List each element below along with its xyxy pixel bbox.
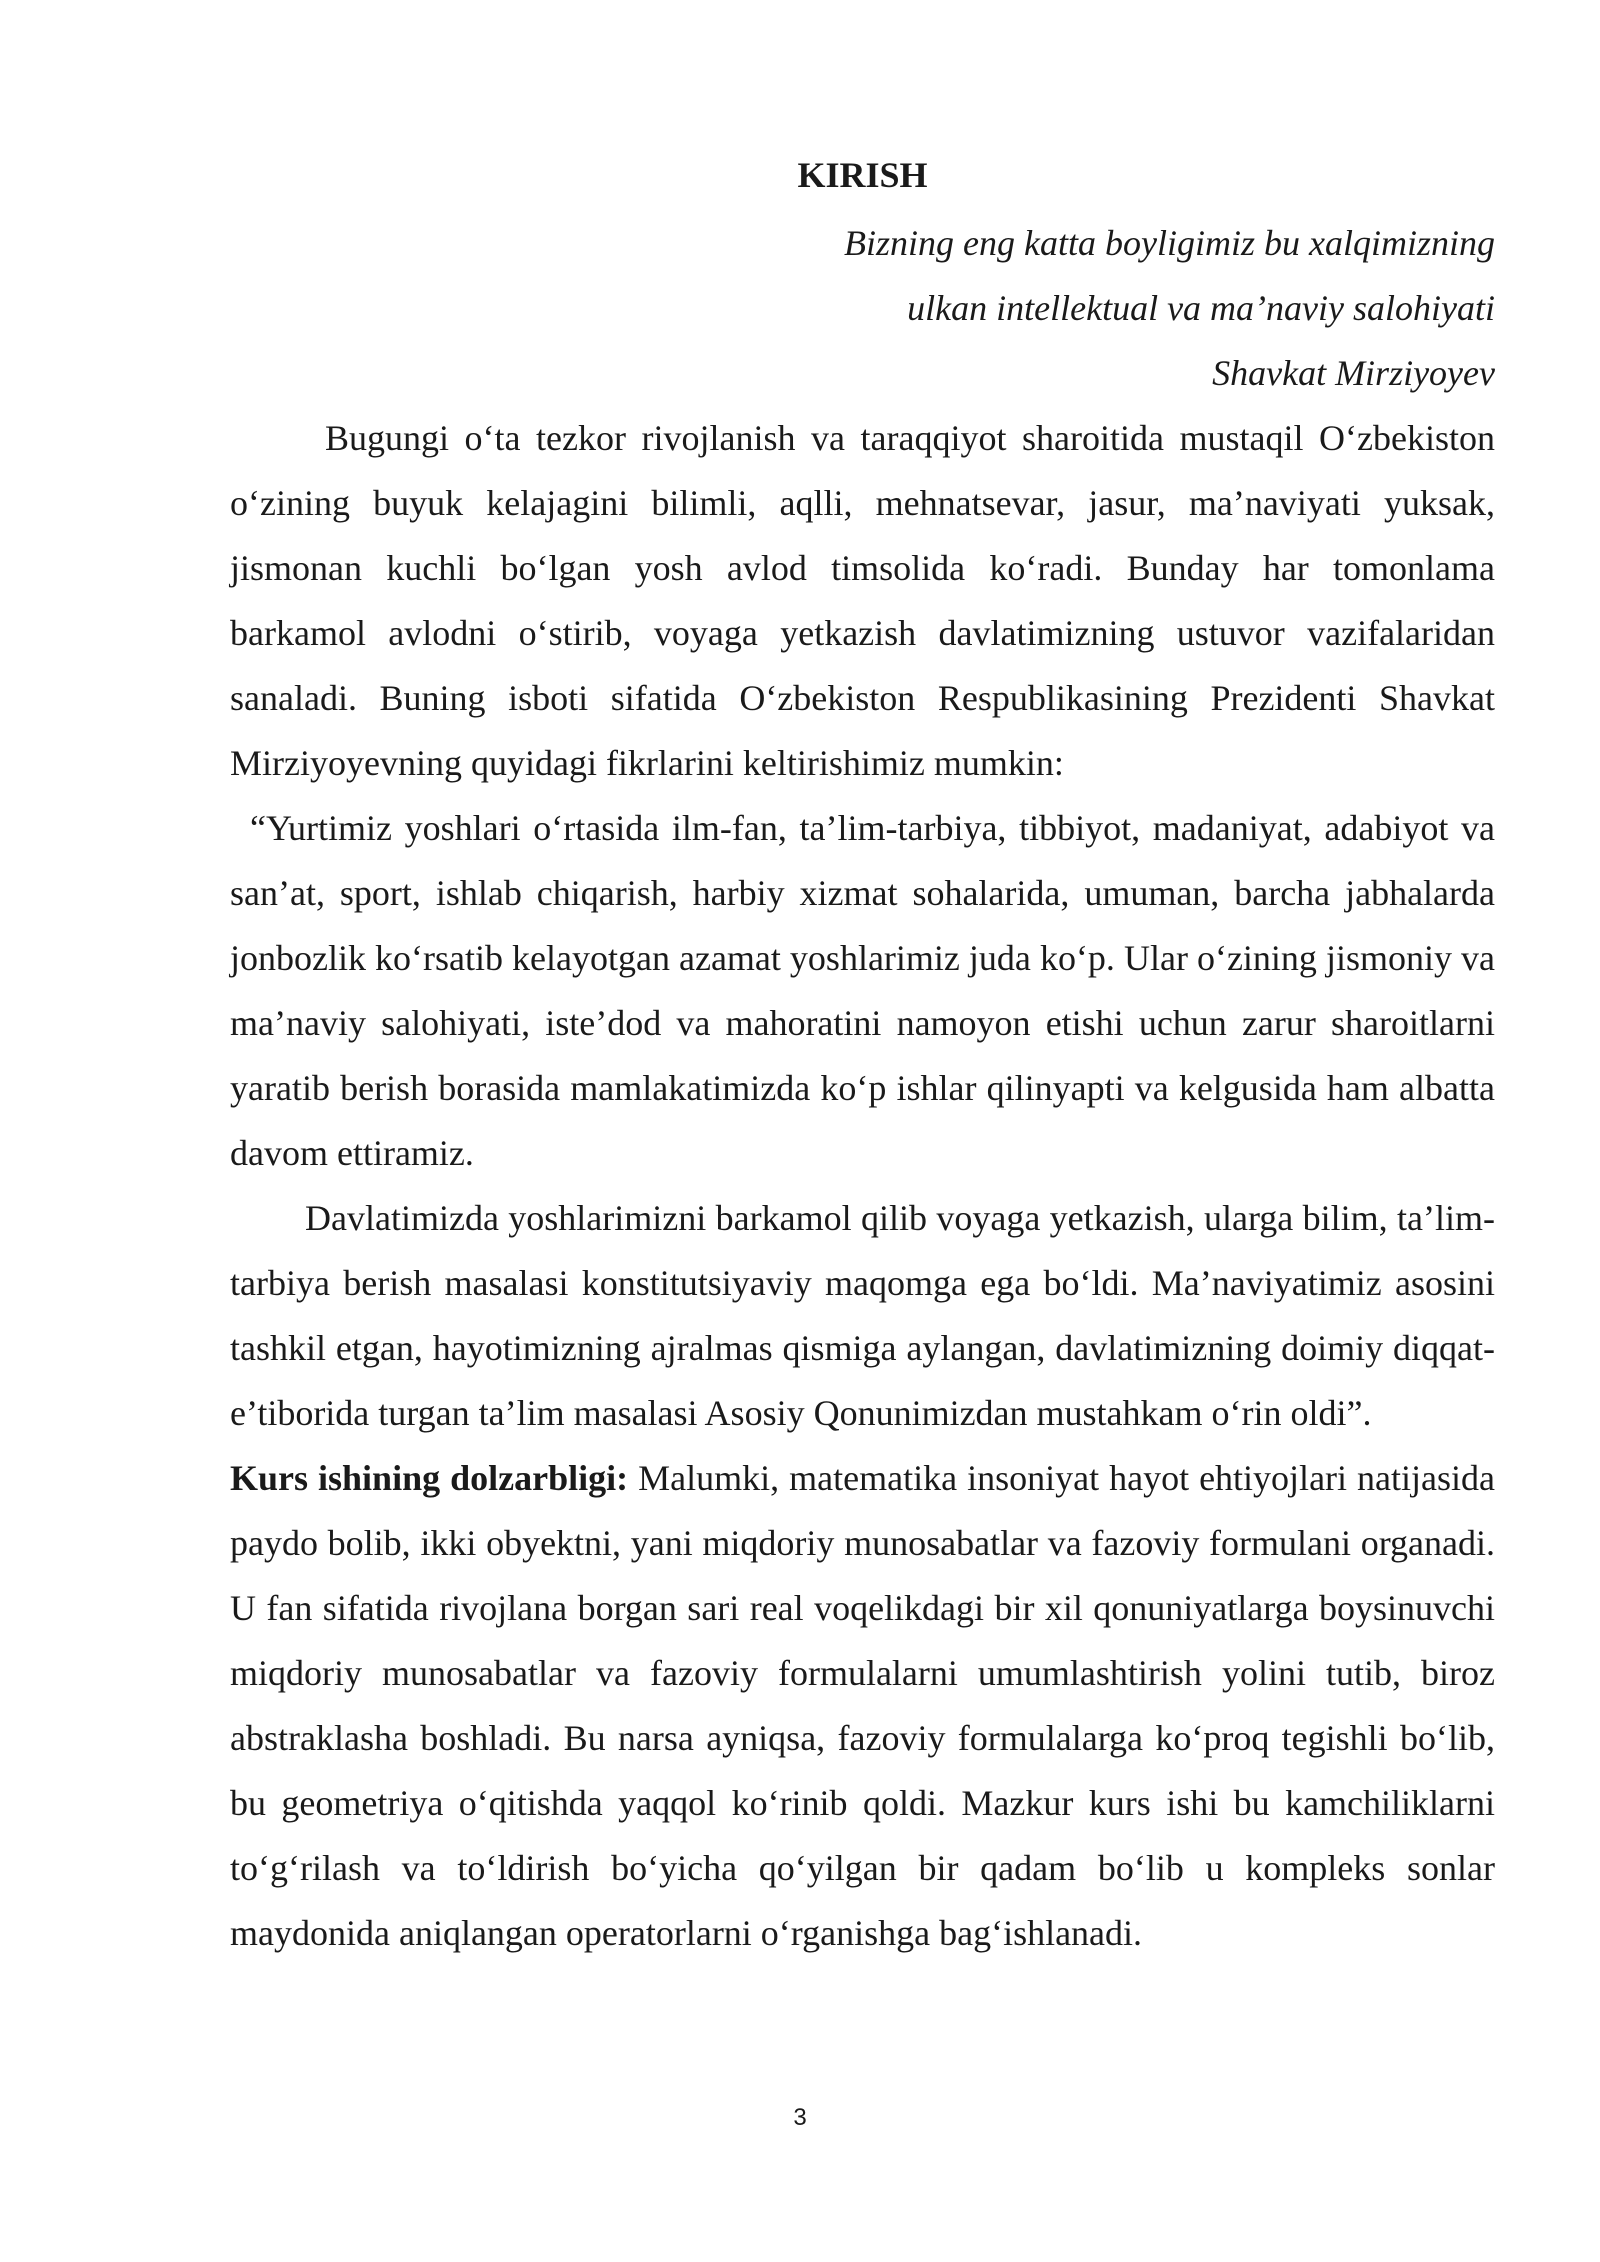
page-content — [230, 145, 1495, 1966]
paragraph-quote-continued: Davlatimizda yoshlarimizni barkamol qilib voyaga yetkazish, ularga bilim, ta’lim-tarbiya berish masalasi konstitutsiyaviy maqomga ega bo‘ldi. Ma’naviyatimiz asosini tashkil etgan, hayotimizning ajralmas qismiga aylangan, davlatimizning doimiy diqqat-e’tiborida turgan ta’lim masalasi Asosiy Qonunimizdan mustahkam o‘rin oldi”. — [230, 1198, 1495, 1433]
epigraph-author: Shavkat Mirziyoyev — [1212, 353, 1495, 393]
epigraph-line-1: Bizning eng katta boyligimiz bu xalqimizning — [844, 223, 1495, 263]
paragraph-relevance — [230, 1446, 1495, 1966]
paragraph-intro: Bugungi o‘ta tezkor rivojlanish va taraqqiyot sharoitida mustaqil O‘zbekiston o‘zining buyuk kelajagini bilimli, aqlli, mehnatsevar, jasur, ma’naviyati yuksak, jismonan kuchli bo‘lgan yosh avlod timsolida ko‘radi. Bunday har tomonlama barkamol avlodni o‘stirib, voyaga yetkazish davlatimizning ustuvor vazifalaridan sanaladi. Buning isboti sifatida O‘zbekiston Respublikasining Prezidenti Shavkat Mirziyoyevning quyidagi fikrlarini keltirishimiz mumkin: — [230, 418, 1495, 783]
page-title: KIRISH — [797, 155, 928, 195]
relevance-body: Malumki, matematika insoniyat hayot ehtiyojlari natijasida paydo bolib, ikki obyektni, yani miqdoriy munosabatlar va fazoviy formulani organadi. U fan sifatida rivojlana borgan sari real voqelikdagi bir xil qonuniyatlarga boysinuvchi miqdoriy munosabatlar va fazoviy formulalarni umumlashtirish yolini tutib, biroz abstraklasha boshladi. Bu narsa ayniqsa, fazoviy formulalarga ko‘proq tegishli bo‘lib, bu geometriya o‘qitishda yaqqol ko‘rinib qoldi. Mazkur kurs ishi bu kamchiliklarni to‘g‘rilash va to‘ldirish bo‘yicha qo‘yilgan bir qadam bo‘lib u kompleks sonlar maydonida aniqlangan operatorlarni o‘rganishga bag‘ishlanadi. — [230, 1458, 1495, 1953]
epigraph-line-2: ulkan intellektual va ma’naviy salohiyati — [907, 288, 1495, 328]
paragraph-quote: “Yurtimiz yoshlari o‘rtasida ilm-fan, ta’lim-tarbiya, tibbiyot, madaniyat, adabiyot va san’at, sport, ishlab chiqarish, harbiy xizmat sohalarida, umuman, barcha jabhalarda jonbozlik ko‘rsatib kelayotgan azamat yoshlarimiz juda ko‘p. Ular o‘zining jismoniy va ma’naviy salohiyati, iste’dod va mahoratini namoyon etishi uchun zarur sharoitlarni yaratib berish borasida mamlakatimizda ko‘p ishlar qilinyapti va kelgusida ham albatta davom ettiramiz. — [230, 808, 1495, 1173]
relevance-heading: Kurs ishining dolzarbligi: — [230, 1458, 629, 1498]
epigraph — [230, 211, 1495, 406]
page-number: 3 — [793, 2104, 807, 2131]
